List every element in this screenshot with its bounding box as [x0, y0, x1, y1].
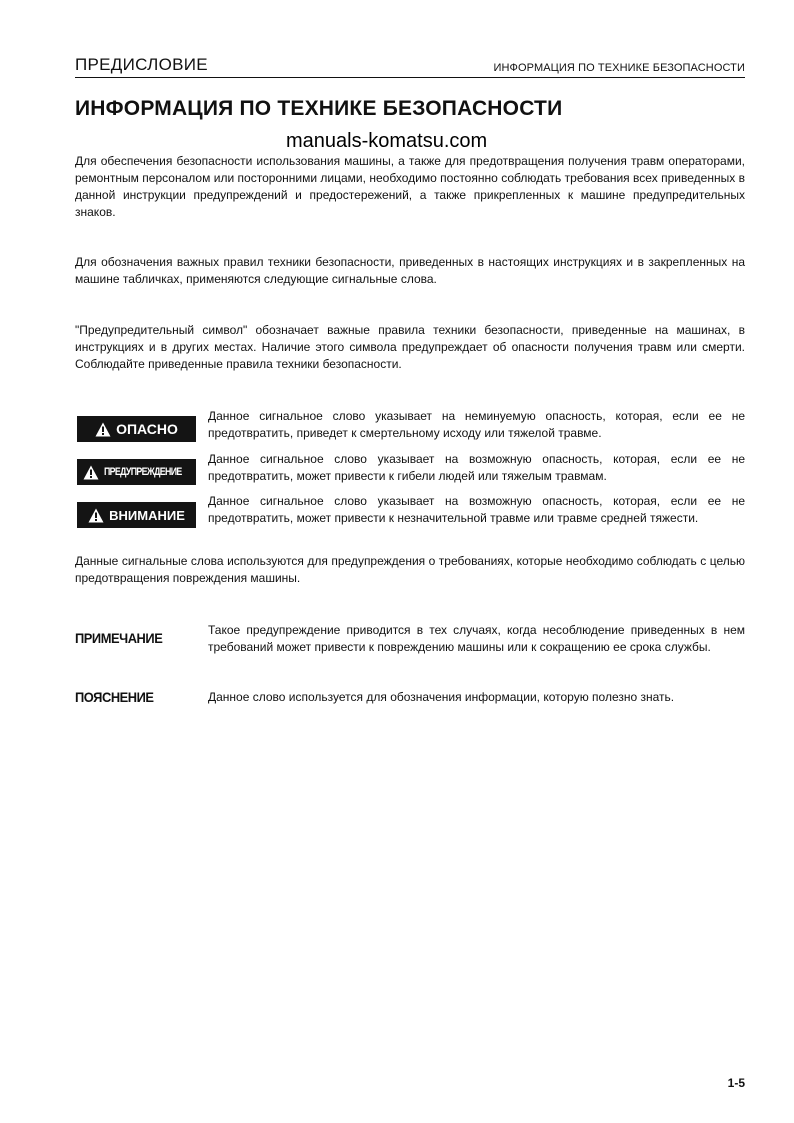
- caution-badge: [77, 502, 196, 528]
- warning-triangle-icon: [95, 422, 111, 437]
- danger-badge: [77, 416, 196, 442]
- caution-label: ВНИМАНИЕ: [109, 507, 185, 523]
- danger-description: Данное сигнальное слово указывает на неминуемую опасность, которая, если ее не предотвратить, приведет к смертельному исходу или тяжелой травме.: [208, 409, 745, 440]
- note-description: Такое предупреждение приводится в тех случаях, когда несоблюдение приведенных в нем требований может привести к повреждению машины или к сокращению ее срока службы.: [208, 623, 745, 654]
- section-name: ПРЕДИСЛОВИЕ: [75, 55, 208, 74]
- safety-symbol-paragraph: "Предупредительный символ" обозначает важные правила техники безопасности, приведенные на машинах, в инструкциях и в других местах. Наличие этого символа предупреждает об опасности получения травм или смерти. Соблюдайте приведенные правила техники безопасности.: [75, 323, 745, 371]
- signal-words-paragraph: Для обозначения важных правил техники безопасности, приведенных в настоящих инструкциях и в закрепленных на машине табличках, применяются следующие сигнальные слова.: [75, 255, 745, 286]
- watermark: manuals-komatsu.com: [286, 130, 488, 152]
- warning-label: ПРЕДУПРЕЖДЕНИЕ: [104, 466, 182, 478]
- remark-label: ПОЯСНЕНИЕ: [75, 689, 154, 705]
- danger-label: ОПАСНО: [116, 421, 178, 437]
- page-number: 1-5: [727, 1076, 745, 1090]
- caution-description: Данное сигнальное слово указывает на возможную опасность, которая, если ее не предотвратить, может привести к незначительной травме или травме средней тяжести.: [208, 494, 745, 525]
- warning-triangle-icon: [88, 508, 104, 523]
- intro-paragraph: Для обеспечения безопасности использования машины, а также для предотвращения получения травм операторами, ремонтным персоналом или посторонними лицами, необходимо постоянно соблюдать требования всех приведенных в данной инструкции предупреждений и предостережений, а также прикрепленных к машине предупредительных знаков.: [75, 154, 745, 219]
- warning-badge: [77, 459, 196, 485]
- page-title: ИНФОРМАЦИЯ ПО ТЕХНИКЕ БЕЗОПАСНОСТИ: [75, 97, 563, 120]
- note-label: ПРИМЕЧАНИЕ: [75, 630, 163, 646]
- page-header: [75, 55, 745, 78]
- chapter-name: ИНФОРМАЦИЯ ПО ТЕХНИКЕ БЕЗОПАСНОСТИ: [493, 62, 745, 74]
- remark-description: Данное слово используется для обозначения информации, которую полезно знать.: [208, 690, 675, 704]
- signal-words-note: Данные сигнальные слова используются для предупреждения о требованиях, которые необходимо соблюдать с целью предотвращения повреждения машины.: [75, 554, 745, 585]
- warning-triangle-icon: [83, 465, 99, 480]
- warning-description: Данное сигнальное слово указывает на возможную опасность, которая, если ее не предотвратить, может привести к гибели людей или тяжелым травмам.: [208, 452, 745, 483]
